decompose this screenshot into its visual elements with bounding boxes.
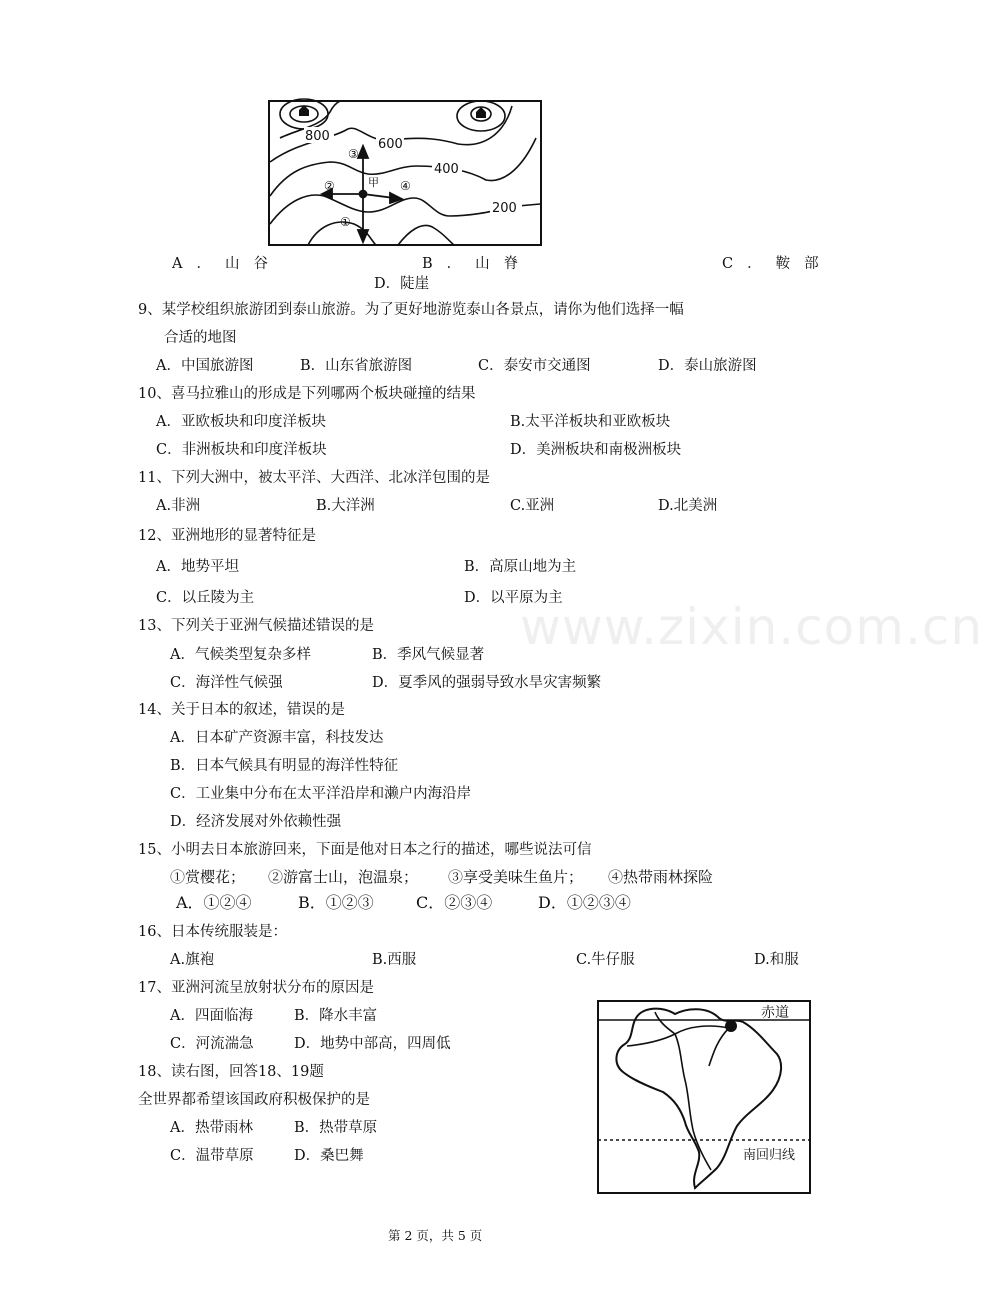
q13-option-b: B．季风气候显著 <box>372 647 485 663</box>
q11-stem: 11、下列大洲中，被太平洋、大西洋、北冰洋包围的是 <box>138 470 490 486</box>
q15-option-d: D．①②③④ <box>538 893 631 912</box>
q15-option-b: B．①②③ <box>298 893 374 912</box>
q10-option-d: D．美洲板块和南极洲板块 <box>510 442 682 458</box>
q13-option-d: D．夏季风的强弱导致水旱灾害频繁 <box>372 675 602 691</box>
q16-option-d: D.和服 <box>754 952 799 968</box>
q16-stem: 16、日本传统服装是： <box>138 924 287 940</box>
q17-option-b: B．降水丰富 <box>294 1008 378 1024</box>
q13-option-c: C．海洋性气候强 <box>170 675 283 691</box>
contour-label-600: 600 <box>378 137 403 152</box>
q15-stem: 15、小明去日本旅游回来，下面是他对日本之行的描述，哪些说法可信 <box>138 842 592 858</box>
q8-option-d: D．陡崖 <box>374 276 430 292</box>
tropic-of-capricorn-label: 南回归线 <box>743 1148 796 1163</box>
q18-stem: 18、读右图，回答18、19题 <box>138 1064 324 1080</box>
q18-option-b: B．热带草原 <box>294 1120 378 1136</box>
q11-option-c: C.亚洲 <box>510 498 555 514</box>
contour-label-800: 800 <box>305 129 330 144</box>
brazil-outline-map <box>597 1000 811 1194</box>
q14-stem: 14、关于日本的叙述，错误的是 <box>138 702 345 718</box>
page-footer: 第 2 页，共 5 页 <box>388 1228 483 1243</box>
q15-item-3: ③享受美味生鱼片； <box>448 868 584 886</box>
q8-option-b: B．山脊 <box>422 256 533 272</box>
q10-option-a: A．亚欧板块和印度洋板块 <box>156 414 326 430</box>
q17-option-d: D．地势中部高，四周低 <box>294 1036 451 1052</box>
marker-4: ④ <box>400 179 411 193</box>
q13-stem: 13、下列关于亚洲气候描述错误的是 <box>138 618 374 634</box>
q9-stem-cont: 合适的地图 <box>164 330 237 346</box>
q17-option-c: C．河流湍急 <box>170 1036 254 1052</box>
watermark: www.zixin.com.cn <box>520 598 983 656</box>
q12-option-b: B．高原山地为主 <box>464 559 577 575</box>
q14-option-c: C．工业集中分布在太平洋沿岸和濑户内海沿岸 <box>170 786 472 802</box>
q10-option-c: C．非洲板块和印度洋板块 <box>156 442 327 458</box>
q15-item-2: ②游富士山，泡温泉； <box>268 868 419 886</box>
q15-option-a: A．①②④ <box>176 893 252 912</box>
q17-option-a: A．四面临海 <box>170 1008 253 1024</box>
q14-option-b: B．日本气候具有明显的海洋性特征 <box>170 758 399 774</box>
marker-3: ③ <box>348 147 359 161</box>
q16-option-a: A.旗袍 <box>170 952 215 968</box>
q9-option-d: D．泰山旅游图 <box>658 358 757 374</box>
q10-option-b: B.太平洋板块和亚欧板块 <box>510 414 671 430</box>
equator-label: 赤道 <box>761 1005 789 1021</box>
q13-option-a: A．气候类型复杂多样 <box>170 647 311 663</box>
q11-option-b: B.大洋洲 <box>316 498 375 514</box>
q10-stem: 10、喜马拉雅山的形成是下列哪两个板块碰撞的结果 <box>138 386 476 402</box>
q9-stem: 9、某学校组织旅游团到泰山旅游。为了更好地游览泰山各景点，请你为他们选择一幅 <box>138 302 684 318</box>
q11-option-a: A.非洲 <box>156 498 201 514</box>
q15-item-1: ①赏樱花； <box>170 868 246 886</box>
contour-map <box>268 100 542 246</box>
contour-label-400: 400 <box>434 162 459 177</box>
q12-option-d: D．以平原为主 <box>464 590 563 606</box>
marker-2: ② <box>324 179 335 193</box>
q9-option-c: C．泰安市交通图 <box>478 358 591 374</box>
q9-option-b: B．山东省旅游图 <box>300 358 413 374</box>
q8-option-a: A．山谷 <box>172 256 282 272</box>
q12-option-a: A．地势平坦 <box>156 559 239 575</box>
q12-stem: 12、亚洲地形的显著特征是 <box>138 528 316 544</box>
q9-option-a: A．中国旅游图 <box>156 358 254 374</box>
q18-option-c: C．温带草原 <box>170 1148 254 1164</box>
marker-jia: 甲 <box>368 176 379 189</box>
q18-option-a: A．热带雨林 <box>170 1120 253 1136</box>
q15-item-4: ④热带雨林探险 <box>608 868 714 886</box>
marker-1: ① <box>340 215 351 229</box>
q14-option-d: D．经济发展对外依赖性强 <box>170 814 342 830</box>
q15-option-c: C．②③④ <box>416 893 493 912</box>
q16-option-b: B.西服 <box>372 952 417 968</box>
q12-option-c: C．以丘陵为主 <box>156 590 255 606</box>
q14-option-a: A．日本矿产资源丰富，科技发达 <box>170 730 384 746</box>
contour-label-200: 200 <box>492 201 517 216</box>
q18-option-d: D．桑巴舞 <box>294 1148 364 1164</box>
q17-stem: 17、亚洲河流呈放射状分布的原因是 <box>138 980 374 996</box>
q16-option-c: C.牛仔服 <box>576 952 635 968</box>
q8-option-c: C．鞍部 <box>722 256 833 272</box>
q18-question: 全世界都希望该国政府积极保护的是 <box>138 1092 370 1108</box>
q11-option-d: D.北美洲 <box>658 498 718 514</box>
